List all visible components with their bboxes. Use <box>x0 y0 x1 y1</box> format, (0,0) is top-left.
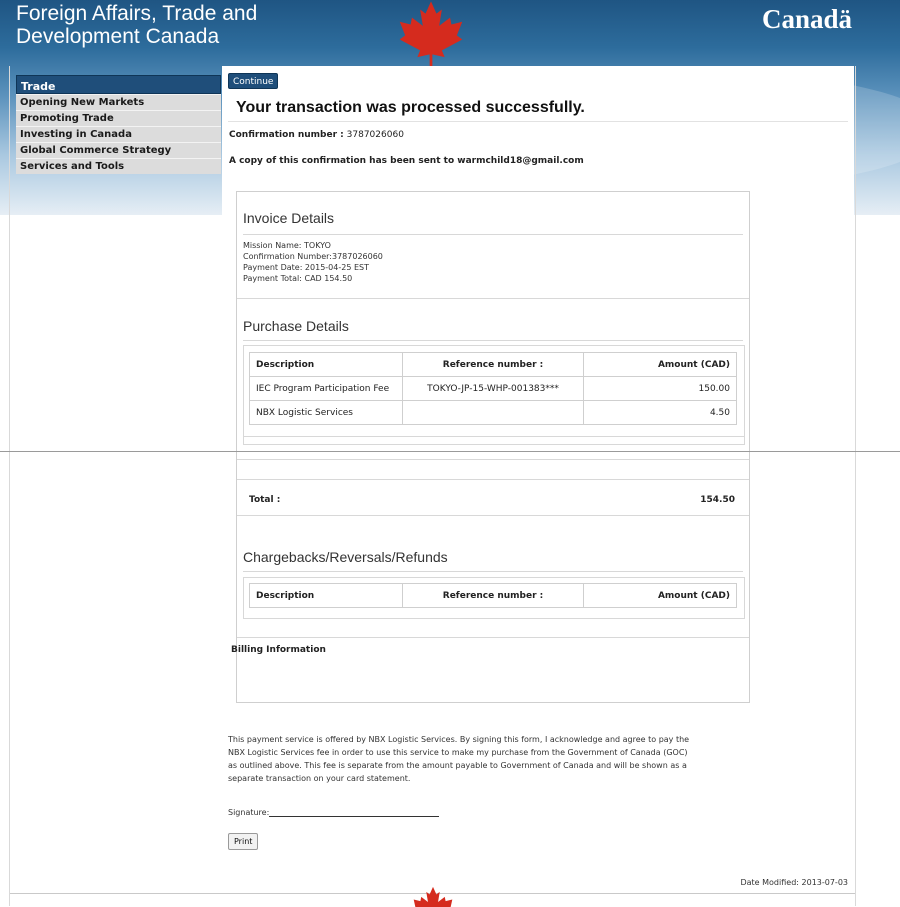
sidebar-item-services-and-tools[interactable]: Services and Tools <box>16 158 221 174</box>
page-border-left <box>9 66 10 906</box>
sidebar-heading-trade[interactable]: Trade <box>16 75 221 94</box>
billing-divider <box>237 637 749 638</box>
invoice-bottom-divider <box>237 298 749 299</box>
column-header-amount: Amount (CAD) <box>584 353 737 377</box>
confirmation-label: Confirmation number : <box>229 130 344 140</box>
signature-field <box>228 807 439 817</box>
purchase-table-empty-row <box>243 436 745 437</box>
row-reference <box>402 401 584 425</box>
purchase-table <box>249 352 737 425</box>
payment-total: Payment Total: CAD 154.50 <box>243 274 353 283</box>
total-value: 154.50 <box>700 495 735 505</box>
sidebar-item-opening-new-markets[interactable]: Opening New Markets <box>16 94 221 110</box>
total-label: Total : <box>249 495 281 505</box>
chargebacks-divider <box>243 571 743 572</box>
department-title-line1: Foreign Affairs, Trade and <box>16 2 258 25</box>
row-amount: 150.00 <box>584 377 737 401</box>
column-header-amount: Amount (CAD) <box>584 584 737 608</box>
payment-date: Payment Date: 2015-04-25 EST <box>243 263 369 272</box>
row-description: IEC Program Participation Fee <box>250 377 403 401</box>
column-header-description: Description <box>250 584 403 608</box>
heading-divider <box>228 121 848 122</box>
sidebar-nav <box>16 75 221 174</box>
confirmation-number: 3787026060 <box>346 130 404 140</box>
table-row <box>250 377 737 401</box>
invoice-info <box>243 240 383 284</box>
signature-line <box>269 807 439 817</box>
purchase-details-title: Purchase Details <box>243 318 349 334</box>
invoice-confirmation-number: Confirmation Number:3787026060 <box>243 252 383 261</box>
print-button[interactable]: Print <box>228 833 258 850</box>
confirmation-line <box>229 130 404 140</box>
success-heading: Your transaction was processed successfully. <box>236 99 585 116</box>
department-title[interactable] <box>16 2 257 48</box>
page-break-line <box>0 451 900 452</box>
chargebacks-table <box>249 583 737 608</box>
column-header-reference: Reference number : <box>402 584 584 608</box>
invoice-divider <box>243 234 743 235</box>
continue-button[interactable]: Continue <box>228 73 278 89</box>
purchase-table-header <box>250 353 737 377</box>
maple-leaf-icon <box>412 886 454 907</box>
invoice-details-title: Invoice Details <box>243 210 335 226</box>
confirmation-email-notice: A copy of this confirmation has been sent to warmchild18@gmail.com <box>229 156 584 166</box>
date-modified: Date Modified: 2013-07-03 <box>740 878 848 887</box>
payment-service-notice: This payment service is offered by NBX Logistic Services. By signing this form, I acknowledge and agree to pay the NBX Logistic Services fee in order to use this service to make my purchase from the Government of Canada (GOC) as outlined above. This fee is separate from the amount payable to Government of Canada and will be shown as a separate transaction on your card statement. <box>228 735 690 783</box>
column-header-description: Description <box>250 353 403 377</box>
sidebar-item-promoting-trade[interactable]: Promoting Trade <box>16 110 221 126</box>
billing-information-title: Billing Information <box>231 645 326 655</box>
sidebar-item-investing-in-canada[interactable]: Investing in Canada <box>16 126 221 142</box>
receipt-panel <box>231 191 750 703</box>
column-header-reference: Reference number : <box>402 353 584 377</box>
row-amount: 4.50 <box>584 401 737 425</box>
row-description: NBX Logistic Services <box>250 401 403 425</box>
maple-leaf-icon <box>385 0 477 68</box>
chargebacks-table-header <box>250 584 737 608</box>
canada-wordmark: Canadä <box>761 4 852 34</box>
purchase-rule-a <box>237 459 749 460</box>
row-reference: TOKYO-JP-15-WHP-001383*** <box>402 377 584 401</box>
purchase-divider <box>243 340 743 341</box>
mission-name: Mission Name: TOKYO <box>243 241 331 250</box>
department-title-line2: Development Canada <box>16 25 220 48</box>
sidebar-item-global-commerce-strategy[interactable]: Global Commerce Strategy <box>16 142 221 158</box>
page-border-right <box>855 66 856 906</box>
signature-label: Signature: <box>228 808 270 817</box>
total-divider <box>237 515 749 516</box>
chargebacks-title: Chargebacks/Reversals/Refunds <box>243 549 448 565</box>
main-content <box>222 66 854 906</box>
table-row <box>250 401 737 425</box>
purchase-rule-b <box>237 479 749 480</box>
